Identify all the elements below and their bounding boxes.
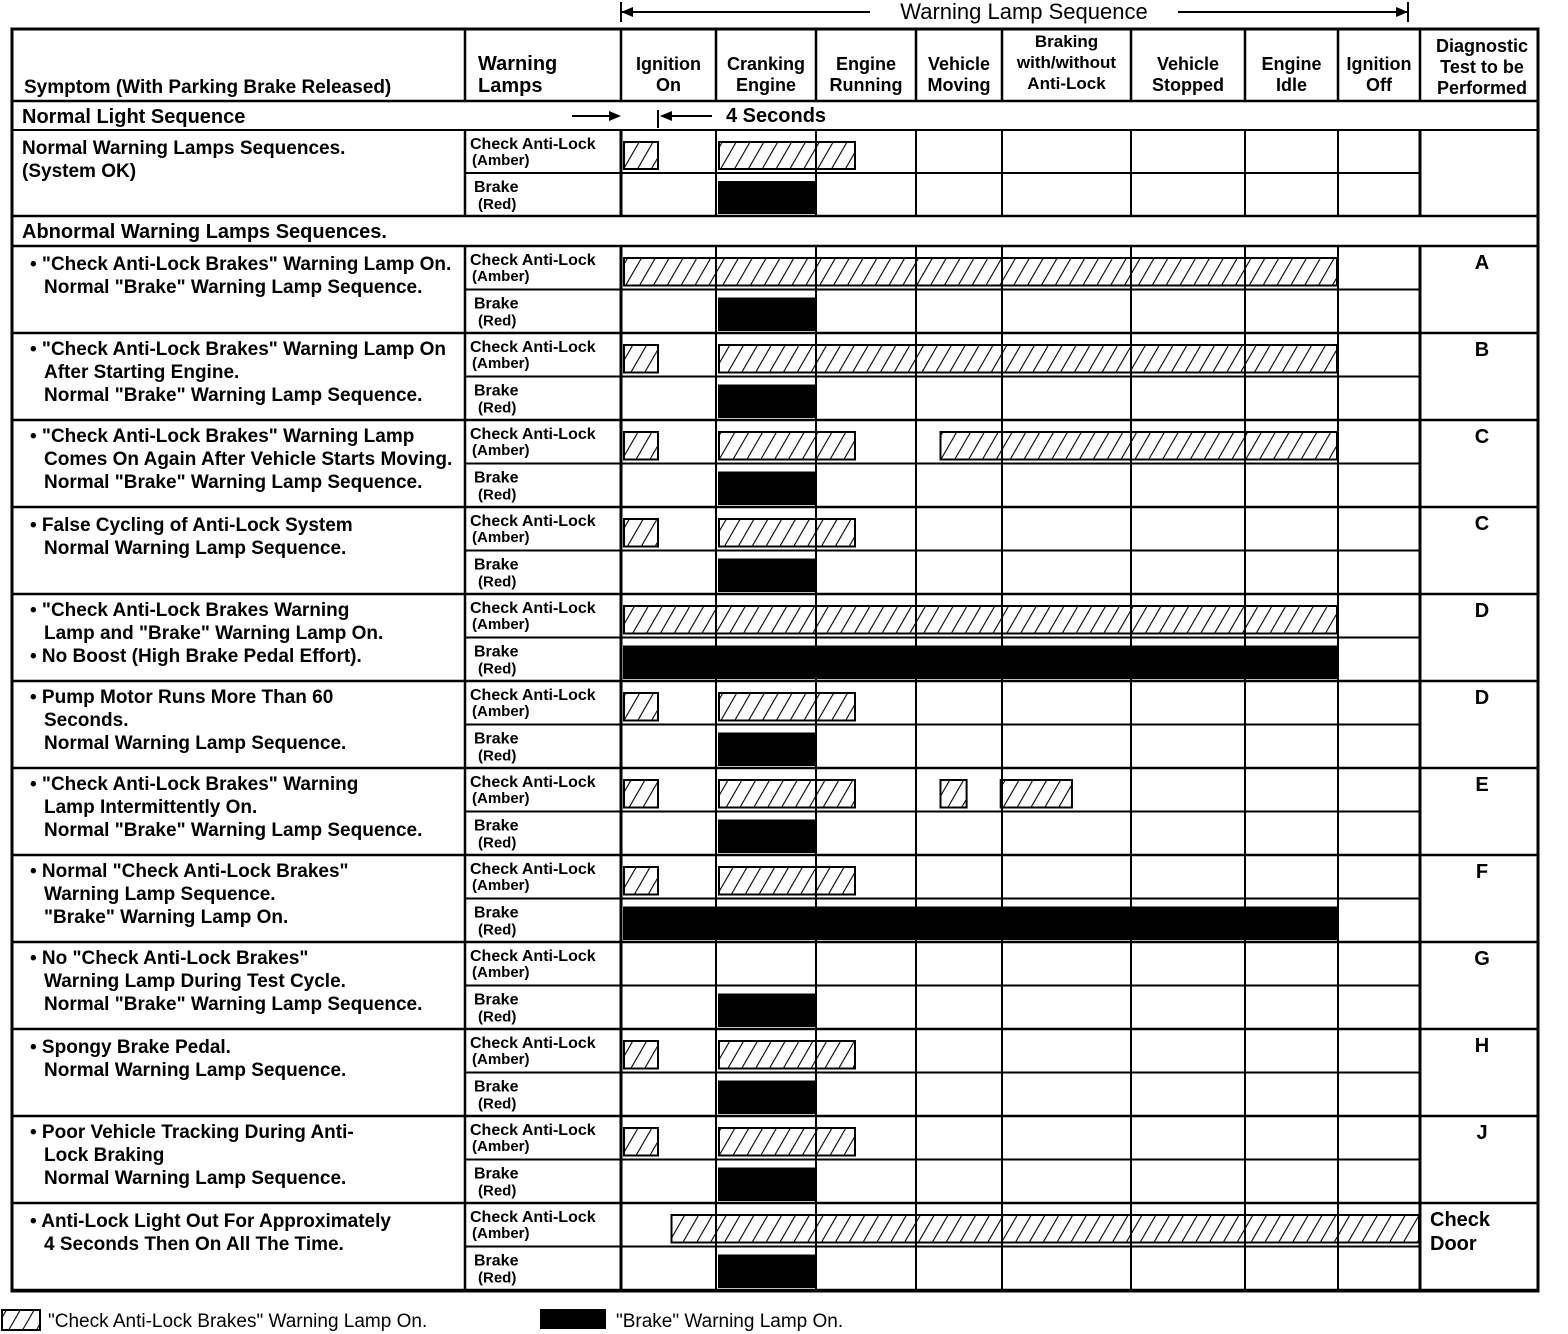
- red-lamp-label: (Red): [478, 660, 517, 678]
- table-row: [624, 258, 1337, 331]
- amber-lamp-bar: [719, 867, 855, 895]
- amber-lamp-bar: [624, 519, 658, 547]
- red-lamp-label: Brake: [474, 556, 519, 574]
- symptom-text: Normal Warning Lamp Sequence.: [44, 538, 347, 559]
- amber-lamp-bar: [719, 142, 855, 169]
- red-lamp-label: Brake: [474, 469, 519, 487]
- table-row: [624, 780, 1072, 853]
- amber-lamp-label: (Amber): [472, 964, 530, 981]
- diagnostic-test: J: [1476, 1122, 1488, 1144]
- red-lamp-label: Brake: [474, 179, 519, 196]
- amber-lamp-bar: [719, 693, 855, 721]
- red-lamp-label: (Red): [478, 196, 517, 213]
- normal-section-label: Normal Light Sequence: [22, 106, 246, 128]
- table-row: [624, 142, 855, 214]
- amber-lamp-bar: [624, 432, 658, 460]
- amber-lamp-bar: [624, 1128, 658, 1156]
- amber-lamp-label: (Amber): [472, 529, 530, 546]
- red-lamp-bar: [718, 1168, 816, 1202]
- table-row: [624, 1041, 855, 1114]
- lamps-header: Lamps: [478, 75, 543, 97]
- diagnostic-header: Diagnostic: [1435, 36, 1529, 56]
- red-lamp-bar: [718, 1081, 816, 1115]
- symptom-text: • "Check Anti-Lock Brakes" Warning Lamp On.: [30, 254, 452, 275]
- phase-header: Engine: [735, 75, 797, 95]
- table-row: [624, 432, 1337, 505]
- amber-lamp-bar: [719, 345, 1337, 373]
- symptom-text: • Pump Motor Runs More Than 60: [30, 687, 334, 708]
- red-lamp-label: (Red): [478, 1182, 517, 1200]
- symptom-text: • Spongy Brake Pedal.: [30, 1037, 231, 1058]
- amber-lamp-label: Check Anti-Lock: [470, 861, 596, 878]
- four-seconds-label: 4 Seconds: [726, 105, 827, 127]
- phase-header: Engine: [835, 54, 897, 74]
- amber-lamp-label: Check Anti-Lock: [470, 774, 596, 791]
- amber-lamp-bar: [624, 606, 1337, 634]
- table-row: [624, 1128, 855, 1201]
- amber-lamp-label: (Amber): [472, 268, 530, 285]
- symptom-text: Normal "Brake" Warning Lamp Sequence.: [44, 277, 423, 298]
- amber-lamp-label: Check Anti-Lock: [470, 1035, 596, 1052]
- phase-header: Stopped: [1152, 75, 1224, 95]
- amber-lamp-bar: [719, 1041, 855, 1069]
- arrowhead-left-icon: [621, 7, 633, 17]
- amber-lamp-bar: [624, 345, 658, 373]
- diagnostic-header: Performed: [1436, 78, 1528, 98]
- amber-lamp-label: (Amber): [472, 703, 530, 720]
- amber-lamp-label: (Amber): [472, 616, 530, 633]
- symptom-text: Normal Warning Lamp Sequence.: [44, 733, 347, 754]
- symptom-text: Lamp and "Brake" Warning Lamp On.: [44, 623, 384, 644]
- amber-lamp-bar: [672, 1215, 1420, 1243]
- red-lamp-bar: [718, 994, 816, 1028]
- phase-header: Ignition: [636, 54, 701, 74]
- phase-header: Vehicle: [927, 54, 991, 74]
- symptom-text: Comes On Again After Vehicle Starts Moving.: [44, 449, 453, 470]
- red-lamp-label: (Red): [478, 486, 517, 504]
- phase-header: Anti-Lock: [1027, 74, 1106, 93]
- amber-lamp-bar: [719, 432, 855, 460]
- symptom-text: Normal "Brake" Warning Lamp Sequence.: [44, 820, 423, 841]
- table-row: [623, 867, 1338, 940]
- phase-header: Engine: [1261, 54, 1322, 74]
- red-lamp-bar: [718, 385, 816, 419]
- red-lamp-label: Brake: [474, 904, 519, 922]
- amber-lamp-bar: [719, 780, 855, 808]
- symptom-text: Normal Warning Lamp Sequence.: [44, 1060, 347, 1081]
- table-row: [624, 693, 855, 766]
- symptom-text: Normal Warning Lamps Sequences.: [22, 138, 346, 159]
- symptom-text: • "Check Anti-Lock Brakes" Warning: [30, 774, 359, 795]
- red-lamp-bar: [718, 559, 816, 593]
- red-lamp-label: (Red): [478, 921, 517, 939]
- amber-lamp-bar: [624, 258, 1337, 286]
- diagnostic-test: A: [1474, 252, 1490, 274]
- phase-header: with/without: [1016, 53, 1117, 72]
- diagnostic-test: D: [1474, 687, 1490, 709]
- amber-lamp-bar: [719, 519, 855, 547]
- diagram-title: Warning Lamp Sequence: [900, 0, 1148, 24]
- amber-lamp-label: (Amber): [472, 877, 530, 894]
- amber-legend-swatch: [2, 1310, 40, 1330]
- red-lamp-label: Brake: [474, 730, 519, 748]
- red-legend-swatch: [540, 1309, 606, 1329]
- symptom-text: Normal "Brake" Warning Lamp Sequence.: [44, 472, 423, 493]
- red-lamp-label: (Red): [478, 1008, 517, 1026]
- symptom-header: Symptom (With Parking Brake Released): [24, 77, 392, 98]
- amber-lamp-bar: [941, 432, 1338, 460]
- amber-lamp-label: Check Anti-Lock: [470, 426, 596, 443]
- red-lamp-label: (Red): [478, 1095, 517, 1113]
- amber-lamp-label: (Amber): [472, 152, 530, 169]
- red-lamp-bar: [718, 472, 816, 506]
- red-lamp-bar: [718, 298, 816, 332]
- red-lamp-bar: [718, 733, 816, 767]
- symptom-text: • False Cycling of Anti-Lock System: [30, 515, 353, 536]
- red-lamp-bar: [623, 646, 1338, 680]
- arrowhead-right-icon: [609, 111, 621, 121]
- symptom-text: "Brake" Warning Lamp On.: [44, 907, 289, 928]
- symptom-text: Lock Braking: [44, 1145, 165, 1166]
- red-lamp-bar: [718, 820, 816, 854]
- phase-header: Vehicle: [1156, 54, 1220, 74]
- symptom-text: • "Check Anti-Lock Brakes" Warning Lamp On: [30, 339, 446, 360]
- diagnostic-test: E: [1475, 774, 1489, 796]
- symptom-text: Seconds.: [44, 710, 129, 731]
- red-lamp-bar: [718, 181, 816, 214]
- lamps-header: Warning: [478, 53, 558, 75]
- amber-lamp-label: Check Anti-Lock: [470, 687, 596, 704]
- red-lamp-bar: [623, 907, 1338, 941]
- diagnostic-test: H: [1474, 1035, 1490, 1057]
- red-lamp-label: (Red): [478, 573, 517, 591]
- phase-header: Ignition: [1346, 54, 1412, 74]
- table-row: [624, 519, 855, 592]
- phase-header: Off: [1366, 75, 1392, 95]
- symptom-text: 4 Seconds Then On All The Time.: [44, 1234, 344, 1255]
- red-legend-label: "Brake" Warning Lamp On.: [616, 1311, 844, 1332]
- phase-header: Cranking: [726, 54, 806, 74]
- symptom-text: • No Boost (High Brake Pedal Effort).: [30, 646, 362, 667]
- diagnostic-test: G: [1474, 948, 1490, 970]
- red-lamp-label: Brake: [474, 1252, 519, 1270]
- red-lamp-label: Brake: [474, 1165, 519, 1183]
- table-row: [672, 1215, 1420, 1288]
- symptom-text: Lamp Intermittently On.: [44, 797, 258, 818]
- amber-lamp-label: Check Anti-Lock: [470, 339, 596, 356]
- table-row: [624, 345, 1337, 418]
- diagnostic-test: C: [1474, 426, 1490, 448]
- phase-header: On: [656, 75, 681, 95]
- diagnostic-test: Door: [1430, 1233, 1477, 1255]
- amber-lamp-label: (Amber): [472, 1225, 530, 1242]
- red-lamp-label: (Red): [478, 312, 517, 330]
- amber-lamp-label: (Amber): [472, 1138, 530, 1155]
- amber-lamp-bar: [719, 1128, 855, 1156]
- amber-lamp-label: Check Anti-Lock: [470, 600, 596, 617]
- red-lamp-label: Brake: [474, 295, 519, 313]
- amber-legend-label: "Check Anti-Lock Brakes" Warning Lamp On.: [48, 1311, 428, 1332]
- diagnostic-test: D: [1474, 600, 1490, 622]
- red-lamp-bar: [718, 1255, 816, 1289]
- phase-header: Moving: [927, 75, 991, 95]
- amber-lamp-bar: [624, 693, 658, 721]
- amber-lamp-label: (Amber): [472, 1051, 530, 1068]
- red-lamp-label: (Red): [478, 747, 517, 765]
- table-row: [623, 606, 1338, 679]
- red-lamp-label: (Red): [478, 834, 517, 852]
- symptom-text: Warning Lamp During Test Cycle.: [44, 971, 346, 992]
- diagnostic-test: B: [1474, 339, 1490, 361]
- amber-lamp-label: (Amber): [472, 355, 530, 372]
- amber-lamp-label: (Amber): [472, 442, 530, 459]
- red-lamp-label: Brake: [474, 382, 519, 400]
- abnormal-section-label: Abnormal Warning Lamps Sequences.: [22, 221, 387, 243]
- amber-lamp-label: Check Anti-Lock: [470, 948, 596, 965]
- arrowhead-right-icon: [1396, 7, 1408, 17]
- red-lamp-label: Brake: [474, 817, 519, 835]
- diagnostic-test: C: [1474, 513, 1490, 535]
- symptom-text: • Poor Vehicle Tracking During Anti-: [30, 1122, 354, 1143]
- amber-lamp-bar: [624, 780, 658, 808]
- amber-lamp-label: Check Anti-Lock: [470, 1209, 596, 1226]
- amber-lamp-bar: [624, 1041, 658, 1069]
- amber-lamp-label: Check Anti-Lock: [470, 513, 596, 530]
- phase-header: Idle: [1275, 75, 1308, 95]
- phase-header: Braking: [1034, 32, 1099, 51]
- red-lamp-label: (Red): [478, 399, 517, 417]
- table-row: [718, 994, 816, 1028]
- symptom-text: • Normal "Check Anti-Lock Brakes": [30, 861, 349, 882]
- diagnostic-test: Check: [1430, 1209, 1491, 1231]
- diagnostic-test: F: [1475, 861, 1489, 883]
- symptom-text: Normal Warning Lamp Sequence.: [44, 1168, 347, 1189]
- amber-lamp-label: (Amber): [472, 790, 530, 807]
- amber-lamp-label: Check Anti-Lock: [470, 1122, 596, 1139]
- symptom-text: Normal "Brake" Warning Lamp Sequence.: [44, 994, 423, 1015]
- amber-lamp-bar: [624, 867, 658, 895]
- symptom-text: After Starting Engine.: [44, 362, 240, 383]
- diagnostic-header: Test to be: [1440, 57, 1524, 77]
- symptom-text: Normal "Brake" Warning Lamp Sequence.: [44, 385, 423, 406]
- phase-header: Running: [829, 75, 903, 95]
- symptom-text: • No "Check Anti-Lock Brakes": [30, 948, 309, 969]
- amber-lamp-bar: [1001, 780, 1072, 808]
- amber-lamp-label: Check Anti-Lock: [470, 136, 596, 153]
- amber-lamp-label: Check Anti-Lock: [470, 252, 596, 269]
- red-lamp-label: (Red): [478, 1269, 517, 1287]
- symptom-text: • "Check Anti-Lock Brakes" Warning Lamp: [30, 426, 415, 447]
- amber-lamp-bar: [941, 780, 967, 808]
- red-lamp-label: Brake: [474, 1078, 519, 1096]
- symptom-text: • "Check Anti-Lock Brakes Warning: [30, 600, 350, 621]
- red-lamp-label: Brake: [474, 991, 519, 1009]
- amber-lamp-bar: [624, 142, 658, 169]
- symptom-text: (System OK): [22, 161, 137, 182]
- symptom-text: Warning Lamp Sequence.: [44, 884, 276, 905]
- symptom-text: • Anti-Lock Light Out For Approximately: [30, 1211, 391, 1232]
- red-lamp-label: Brake: [474, 643, 519, 661]
